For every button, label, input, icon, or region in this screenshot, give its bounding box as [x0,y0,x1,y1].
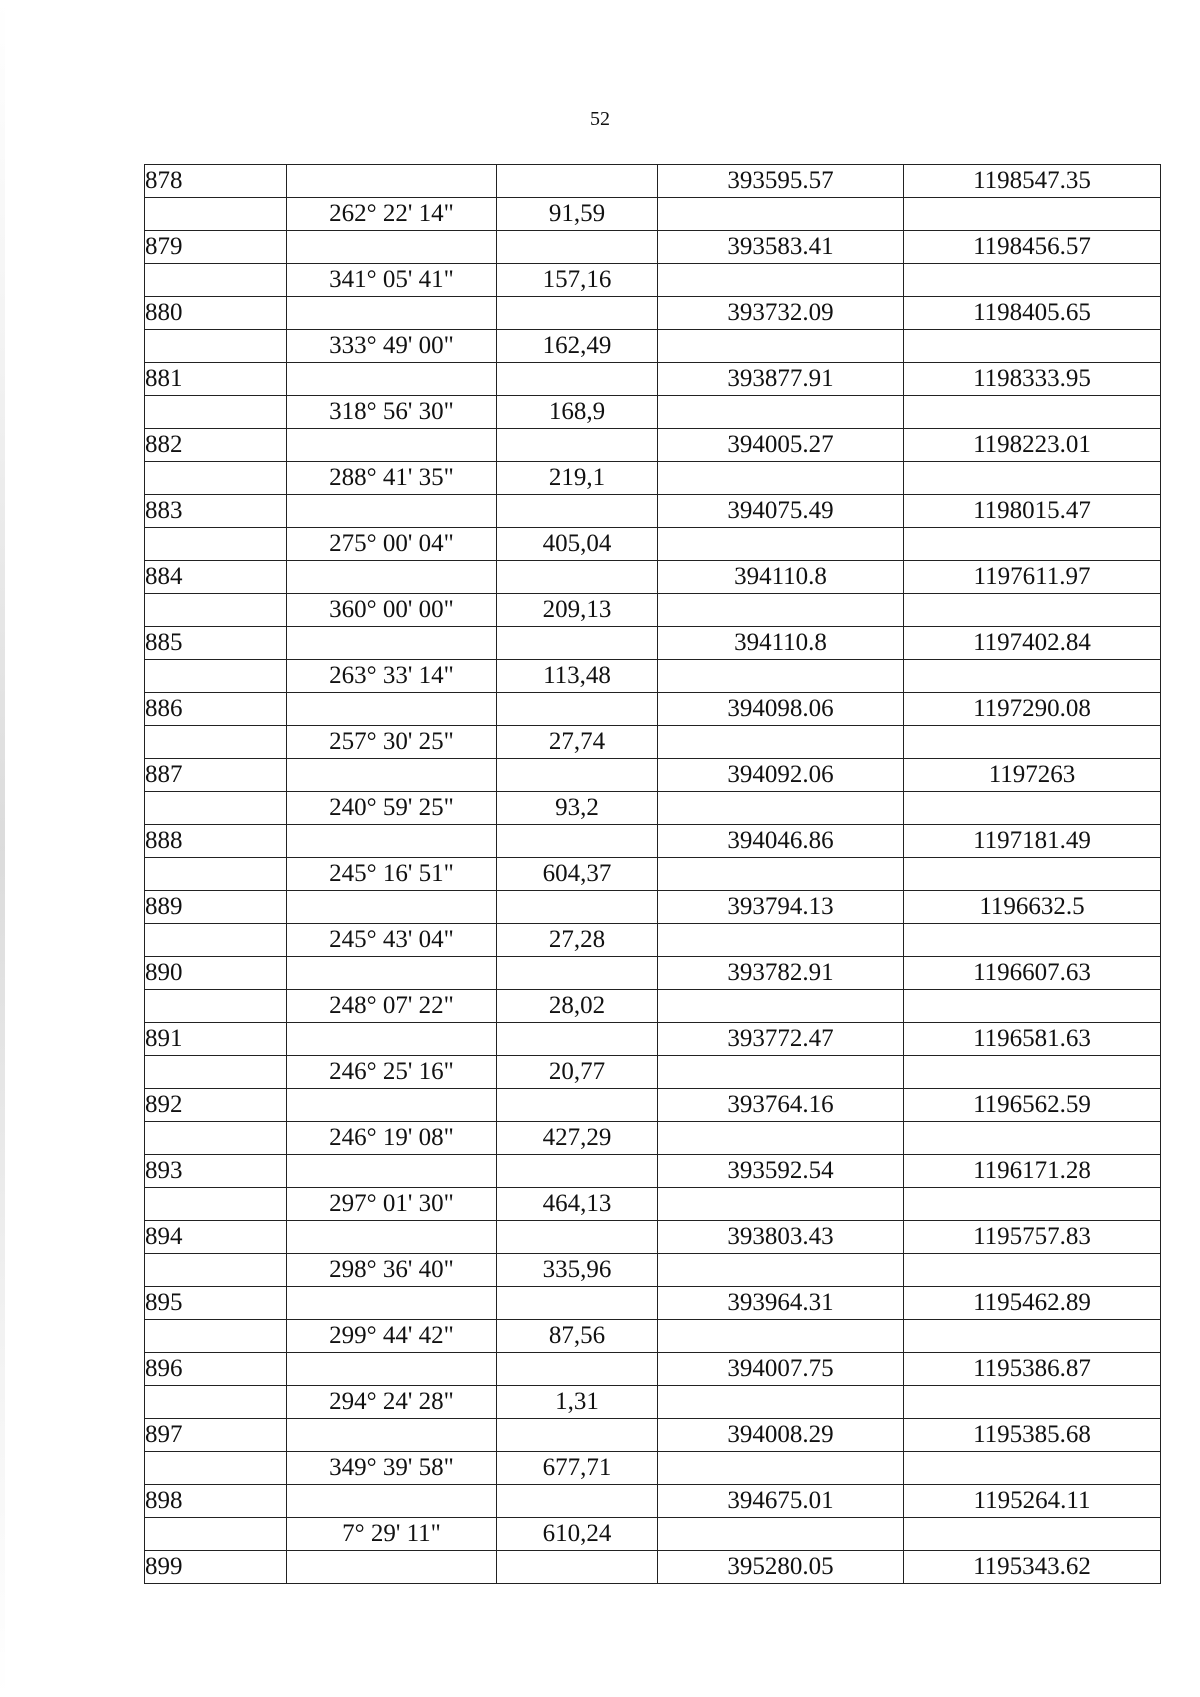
y-coordinate-cell [904,198,1161,231]
y-coordinate-cell [904,594,1161,627]
bearing-cell: 288° 41' 35" [287,462,497,495]
bearing-cell: 246° 19' 08" [287,1122,497,1155]
point-number-cell [145,1122,287,1155]
distance-cell [497,363,658,396]
scan-edge-shadow [0,0,5,1697]
x-coordinate-cell: 394675.01 [658,1485,904,1518]
point-row [145,891,1161,924]
y-coordinate-cell: 1196562.59 [904,1089,1161,1122]
bearing-cell [287,297,497,330]
point-number-cell: 892 [145,1089,287,1122]
distance-cell [497,1419,658,1452]
point-number-cell [145,726,287,759]
x-coordinate-cell [658,726,904,759]
y-coordinate-cell [904,264,1161,297]
bearing-cell: 240° 59' 25" [287,792,497,825]
point-row [145,1221,1161,1254]
point-row [145,957,1161,990]
segment-row [145,990,1161,1023]
x-coordinate-cell: 393877.91 [658,363,904,396]
x-coordinate-cell [658,1320,904,1353]
y-coordinate-cell: 1197290.08 [904,693,1161,726]
x-coordinate-cell [658,594,904,627]
distance-cell: 335,96 [497,1254,658,1287]
point-number-cell: 884 [145,561,287,594]
y-coordinate-cell: 1196581.63 [904,1023,1161,1056]
distance-cell [497,1287,658,1320]
y-coordinate-cell [904,1452,1161,1485]
bearing-cell [287,1485,497,1518]
x-coordinate-cell [658,1518,904,1551]
distance-cell [497,1089,658,1122]
bearing-cell: 246° 25' 16" [287,1056,497,1089]
point-number-cell: 881 [145,363,287,396]
point-number-cell: 896 [145,1353,287,1386]
point-number-cell: 882 [145,429,287,462]
point-row [145,297,1161,330]
distance-cell [497,429,658,462]
bearing-cell: 318° 56' 30" [287,396,497,429]
point-number-cell [145,1056,287,1089]
y-coordinate-cell: 1195462.89 [904,1287,1161,1320]
x-coordinate-cell [658,660,904,693]
bearing-cell [287,429,497,462]
page-number: 52 [590,108,610,130]
segment-row [145,1518,1161,1551]
y-coordinate-cell: 1196632.5 [904,891,1161,924]
point-number-cell [145,1386,287,1419]
point-row [145,1023,1161,1056]
point-number-cell: 890 [145,957,287,990]
distance-cell: 162,49 [497,330,658,363]
distance-cell [497,165,658,198]
y-coordinate-cell: 1195264.11 [904,1485,1161,1518]
point-row [145,1089,1161,1122]
point-number-cell [145,990,287,1023]
x-coordinate-cell: 394075.49 [658,495,904,528]
distance-cell [497,891,658,924]
distance-cell [497,1485,658,1518]
point-number-cell: 894 [145,1221,287,1254]
bearing-cell: 360° 00' 00" [287,594,497,627]
bearing-cell: 7° 29' 11" [287,1518,497,1551]
bearing-cell [287,1353,497,1386]
x-coordinate-cell [658,264,904,297]
segment-row [145,924,1161,957]
bearing-cell: 349° 39' 58" [287,1452,497,1485]
distance-cell: 464,13 [497,1188,658,1221]
y-coordinate-cell: 1195386.87 [904,1353,1161,1386]
point-number-cell [145,1188,287,1221]
point-row [145,363,1161,396]
bearing-cell [287,1155,497,1188]
distance-cell [497,1023,658,1056]
point-number-cell: 880 [145,297,287,330]
distance-cell: 157,16 [497,264,658,297]
segment-row [145,1254,1161,1287]
x-coordinate-cell: 393592.54 [658,1155,904,1188]
x-coordinate-cell [658,528,904,561]
bearing-cell: 294° 24' 28" [287,1386,497,1419]
x-coordinate-cell: 394005.27 [658,429,904,462]
x-coordinate-cell: 393782.91 [658,957,904,990]
point-number-cell: 898 [145,1485,287,1518]
segment-row [145,1122,1161,1155]
point-row [145,429,1161,462]
x-coordinate-cell [658,1452,904,1485]
point-number-cell: 885 [145,627,287,660]
point-number-cell: 899 [145,1551,287,1584]
point-row [145,759,1161,792]
bearing-cell [287,495,497,528]
point-row [145,825,1161,858]
x-coordinate-cell [658,396,904,429]
point-row [145,693,1161,726]
x-coordinate-cell: 393794.13 [658,891,904,924]
x-coordinate-cell: 394110.8 [658,627,904,660]
y-coordinate-cell [904,924,1161,957]
x-coordinate-cell [658,792,904,825]
segment-row [145,1056,1161,1089]
point-number-cell: 888 [145,825,287,858]
bearing-cell [287,1419,497,1452]
x-coordinate-cell [658,1056,904,1089]
distance-cell [497,1353,658,1386]
distance-cell: 604,37 [497,858,658,891]
point-number-cell [145,792,287,825]
point-number-cell [145,1254,287,1287]
segment-row [145,1452,1161,1485]
distance-cell: 677,71 [497,1452,658,1485]
point-number-cell [145,330,287,363]
distance-cell: 113,48 [497,660,658,693]
bearing-cell: 333° 49' 00" [287,330,497,363]
segment-row [145,330,1161,363]
y-coordinate-cell: 1195385.68 [904,1419,1161,1452]
y-coordinate-cell [904,792,1161,825]
point-row [145,1485,1161,1518]
point-number-cell: 889 [145,891,287,924]
segment-row [145,594,1161,627]
bearing-cell: 257° 30' 25" [287,726,497,759]
bearing-cell [287,363,497,396]
distance-cell [497,693,658,726]
point-row [145,1551,1161,1584]
segment-row [145,528,1161,561]
x-coordinate-cell [658,330,904,363]
distance-cell: 87,56 [497,1320,658,1353]
y-coordinate-cell [904,1320,1161,1353]
bearing-cell [287,627,497,660]
distance-cell [497,1155,658,1188]
segment-row [145,660,1161,693]
bearing-cell [287,1089,497,1122]
point-number-cell [145,264,287,297]
x-coordinate-cell [658,1188,904,1221]
y-coordinate-cell: 1198547.35 [904,165,1161,198]
distance-cell [497,561,658,594]
bearing-cell [287,231,497,264]
y-coordinate-cell: 1197263 [904,759,1161,792]
x-coordinate-cell [658,858,904,891]
distance-cell: 209,13 [497,594,658,627]
y-coordinate-cell [904,1254,1161,1287]
y-coordinate-cell [904,1188,1161,1221]
bearing-cell [287,759,497,792]
bearing-cell: 262° 22' 14" [287,198,497,231]
bearing-cell [287,891,497,924]
distance-cell: 28,02 [497,990,658,1023]
y-coordinate-cell: 1198405.65 [904,297,1161,330]
x-coordinate-cell [658,924,904,957]
segment-row [145,198,1161,231]
point-number-cell [145,198,287,231]
distance-cell [497,1551,658,1584]
bearing-cell: 298° 36' 40" [287,1254,497,1287]
point-row [145,561,1161,594]
x-coordinate-cell: 394098.06 [658,693,904,726]
y-coordinate-cell [904,858,1161,891]
point-row [145,231,1161,264]
x-coordinate-cell: 394110.8 [658,561,904,594]
point-row [145,1287,1161,1320]
x-coordinate-cell: 393732.09 [658,297,904,330]
distance-cell: 405,04 [497,528,658,561]
segment-row [145,264,1161,297]
distance-cell: 20,77 [497,1056,658,1089]
bearing-cell [287,1023,497,1056]
point-number-cell [145,1518,287,1551]
distance-cell [497,1221,658,1254]
y-coordinate-cell: 1198015.47 [904,495,1161,528]
point-number-cell [145,1452,287,1485]
x-coordinate-cell: 394008.29 [658,1419,904,1452]
y-coordinate-cell [904,1122,1161,1155]
y-coordinate-cell: 1196171.28 [904,1155,1161,1188]
y-coordinate-cell [904,726,1161,759]
point-row [145,495,1161,528]
segment-row [145,858,1161,891]
distance-cell [497,495,658,528]
y-coordinate-cell [904,1056,1161,1089]
distance-cell [497,759,658,792]
point-number-cell: 887 [145,759,287,792]
coordinates-table-body [145,165,1161,1584]
bearing-cell [287,957,497,990]
bearing-cell [287,1221,497,1254]
x-coordinate-cell: 393595.57 [658,165,904,198]
x-coordinate-cell: 393803.43 [658,1221,904,1254]
distance-cell: 91,59 [497,198,658,231]
y-coordinate-cell: 1198456.57 [904,231,1161,264]
point-number-cell [145,858,287,891]
point-number-cell: 891 [145,1023,287,1056]
distance-cell [497,627,658,660]
x-coordinate-cell [658,462,904,495]
point-number-cell: 883 [145,495,287,528]
y-coordinate-cell [904,1386,1161,1419]
x-coordinate-cell: 394046.86 [658,825,904,858]
y-coordinate-cell: 1195757.83 [904,1221,1161,1254]
y-coordinate-cell [904,990,1161,1023]
bearing-cell [287,561,497,594]
x-coordinate-cell [658,1122,904,1155]
y-coordinate-cell [904,396,1161,429]
point-number-cell [145,396,287,429]
x-coordinate-cell: 393772.47 [658,1023,904,1056]
distance-cell: 168,9 [497,396,658,429]
y-coordinate-cell [904,330,1161,363]
distance-cell: 427,29 [497,1122,658,1155]
point-number-cell: 878 [145,165,287,198]
bearing-cell: 275° 00' 04" [287,528,497,561]
point-number-cell: 886 [145,693,287,726]
x-coordinate-cell [658,990,904,1023]
point-number-cell [145,594,287,627]
bearing-cell [287,1287,497,1320]
x-coordinate-cell: 395280.05 [658,1551,904,1584]
segment-row [145,1320,1161,1353]
y-coordinate-cell: 1198333.95 [904,363,1161,396]
distance-cell: 1,31 [497,1386,658,1419]
distance-cell: 219,1 [497,462,658,495]
bearing-cell: 341° 05' 41" [287,264,497,297]
y-coordinate-cell [904,660,1161,693]
distance-cell: 27,74 [497,726,658,759]
x-coordinate-cell: 393764.16 [658,1089,904,1122]
segment-row [145,792,1161,825]
point-row [145,627,1161,660]
bearing-cell: 245° 16' 51" [287,858,497,891]
point-row [145,1419,1161,1452]
bearing-cell: 263° 33' 14" [287,660,497,693]
point-row [145,165,1161,198]
bearing-cell [287,825,497,858]
distance-cell: 610,24 [497,1518,658,1551]
distance-cell [497,231,658,264]
bearing-cell: 297° 01' 30" [287,1188,497,1221]
coordinates-table [144,164,1161,1584]
segment-row [145,1188,1161,1221]
point-row [145,1155,1161,1188]
segment-row [145,396,1161,429]
y-coordinate-cell: 1197611.97 [904,561,1161,594]
segment-row [145,726,1161,759]
bearing-cell: 248° 07' 22" [287,990,497,1023]
bearing-cell: 245° 43' 04" [287,924,497,957]
y-coordinate-cell [904,1518,1161,1551]
y-coordinate-cell: 1197402.84 [904,627,1161,660]
point-number-cell: 895 [145,1287,287,1320]
distance-cell: 93,2 [497,792,658,825]
segment-row [145,1386,1161,1419]
y-coordinate-cell: 1196607.63 [904,957,1161,990]
point-number-cell: 893 [145,1155,287,1188]
x-coordinate-cell: 394092.06 [658,759,904,792]
y-coordinate-cell: 1195343.62 [904,1551,1161,1584]
x-coordinate-cell: 394007.75 [658,1353,904,1386]
distance-cell [497,957,658,990]
point-number-cell: 879 [145,231,287,264]
y-coordinate-cell [904,462,1161,495]
x-coordinate-cell [658,1386,904,1419]
distance-cell [497,297,658,330]
point-number-cell [145,528,287,561]
bearing-cell [287,165,497,198]
point-number-cell [145,1320,287,1353]
point-row [145,1353,1161,1386]
point-number-cell [145,660,287,693]
y-coordinate-cell: 1197181.49 [904,825,1161,858]
distance-cell: 27,28 [497,924,658,957]
x-coordinate-cell [658,198,904,231]
bearing-cell [287,693,497,726]
y-coordinate-cell: 1198223.01 [904,429,1161,462]
bearing-cell [287,1551,497,1584]
y-coordinate-cell [904,528,1161,561]
x-coordinate-cell [658,1254,904,1287]
bearing-cell: 299° 44' 42" [287,1320,497,1353]
point-number-cell: 897 [145,1419,287,1452]
distance-cell [497,825,658,858]
point-number-cell [145,924,287,957]
x-coordinate-cell: 393583.41 [658,231,904,264]
segment-row [145,462,1161,495]
x-coordinate-cell: 393964.31 [658,1287,904,1320]
point-number-cell [145,462,287,495]
